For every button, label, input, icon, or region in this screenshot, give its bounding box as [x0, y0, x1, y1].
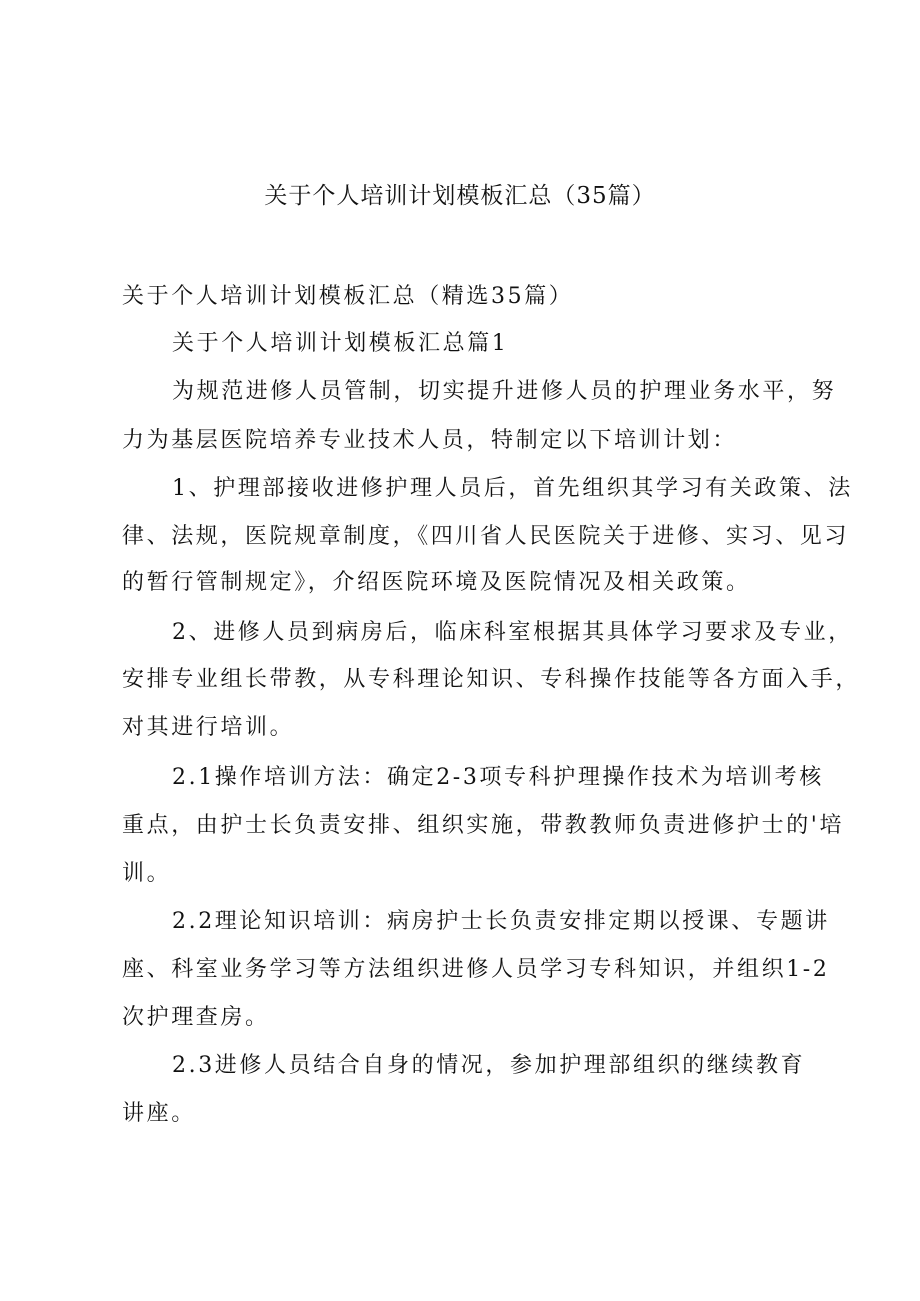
section-heading: 关于个人培训计划模板汇总篇1 [172, 331, 509, 356]
text-line: 力为基层医院培养专业技术人员，特制定以下培训计划： [122, 428, 738, 453]
text-line: 次护理查房。 [122, 1005, 270, 1030]
text-line: 2.1操作培训方法：确定2-3项专科护理操作技术为培训考核 [172, 765, 824, 790]
text-line: 律、法规，医院规章制度，《四川省人民医院关于进修、实习、见习 [122, 524, 850, 549]
text-line: 座、科室业务学习等方法组织进修人员学习专科知识，并组织1-2 [122, 957, 830, 982]
text-line: 1、护理部接收进修护理人员后，首先组织其学习有关政策、法 [172, 476, 853, 501]
document-subtitle: 关于个人培训计划模板汇总（精选35篇） [122, 284, 574, 309]
text-line: 安排专业组长带教，从专科理论知识、专科操作技能等各方面入手， [122, 667, 861, 692]
document-title: 关于个人培训计划模板汇总（35篇） [264, 183, 656, 209]
text-line: 讲座。 [122, 1101, 196, 1126]
text-line: 2、进修人员到病房后，临床科室根据其具体学习要求及专业， [172, 620, 853, 645]
text-line: 为规范进修人员管制，切实提升进修人员的护理业务水平，努 [172, 379, 837, 404]
text-line: 重点，由护士长负责安排、组织实施，带教教师负责进修护士的'培 [122, 813, 845, 838]
text-line: 2.3进修人员结合自身的情况，参加护理部组织的继续教育 [172, 1053, 806, 1078]
text-line: 2.2理论知识培训：病房护士长负责安排定期以授课、专题讲 [172, 909, 830, 934]
text-line: 的暂行管制规定》，介绍医院环境及医院情况及相关政策。 [122, 570, 751, 595]
text-line: 对其进行培训。 [122, 715, 295, 740]
text-line: 训。 [122, 861, 172, 886]
